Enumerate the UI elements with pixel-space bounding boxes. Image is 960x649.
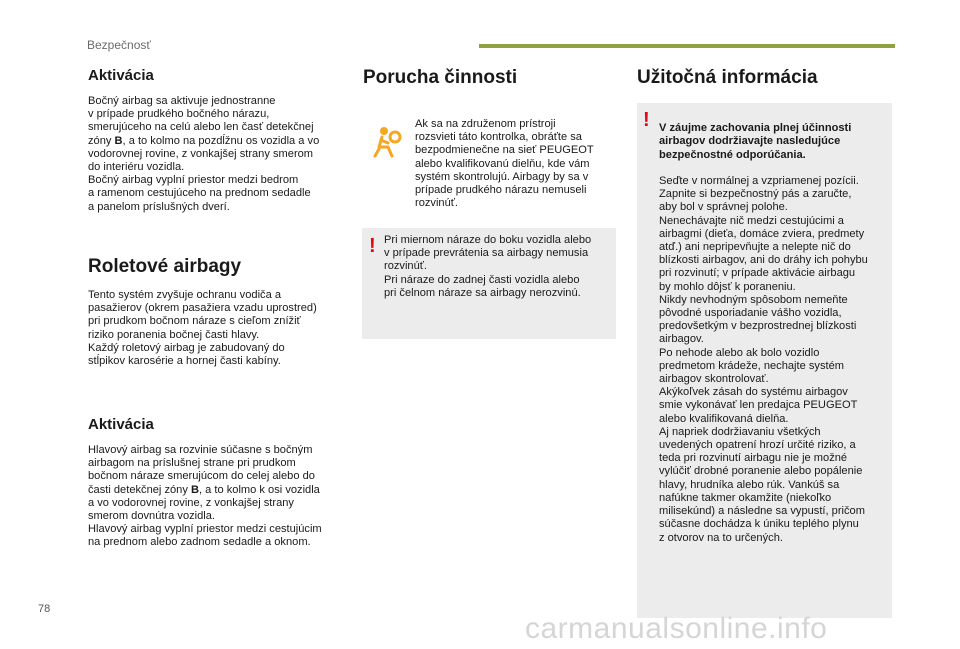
malfunction-note-text: Pri miernom náraze do boku vozidla alebo v prípade prevrátenia sa airbagy nemusia rozvinúť. Pri náraze do zadnej časti vozidla alebo pri čelnom náraze sa airbagy nerozvinú. (384, 234, 592, 299)
warning-icon: ! (369, 235, 376, 257)
airbag-warning-icon (368, 123, 406, 161)
header-rule (479, 44, 895, 48)
useful-info-bold-text: V záujme zachovania plnej účinnosti airbagov dodržiavajte nasledujúce bezpečnostné odporúčania. (659, 122, 852, 161)
activation-title-2: Aktivácia (88, 416, 154, 433)
useful-info-title: Užitočná informácia (637, 67, 818, 88)
activation-title-1: Aktivácia (88, 67, 154, 84)
malfunction-warning-text: Ak sa na združenom prístroji rozsvieti táto kontrolka, obráťte sa bezpodmienečne na sieť PEUGEOT alebo kvalifikovanú dielňu, kde vám systém skontrolujú. Airbagy by sa v prípade prudkého nárazu nemuseli rozvinúť. (415, 118, 594, 210)
curtain-airbags-text: Tento systém zvyšuje ochranu vodiča a pasažierov (okrem pasažiera vzadu uprostred) pri prudkom bočnom náraze s cieľom znížiť riziko poranenia bočnej časti hlavy. Každý roletový airbag je zabudovaný do stĺpikov karosérie a hornej časti kabíny. (88, 289, 317, 368)
watermark: carmanualsonline.info (525, 612, 828, 645)
warning-icon: ! (643, 109, 650, 131)
section-header: Bezpečnosť (87, 38, 151, 52)
activation-text-1: Bočný airbag sa aktivuje jednostranne v prípade prudkého bočného nárazu, smerujúceho na celú alebo len časť detekčnej zóny B, a to kolmo na pozdĺžnu os vozidla a vo vodorovnej rovine, z vonkajšej strany smerom do interiéru vozidla. Bočný airbag vyplní priestor medzi bedrom a ramenom cestujúceho na prednom sedadle a panelom príslušných dverí. (88, 95, 320, 213)
activation-text-2: Hlavový airbag sa rozvinie súčasne s bočným airbagom na príslušnej strane pri prudkom bočnom náraze smerujúcom do celej alebo do časti detekčnej zóny B, a to kolmo k osi vozidla a vo vodorovnej rovine, z vonkajšej strany smerom dovnútra vozidla. Hlavový airbag vyplní priestor medzi cestujúcim na prednom alebo zadnom sedadle a oknom. (88, 444, 322, 549)
curtain-airbags-title: Roletové airbagy (88, 256, 242, 277)
useful-info-text: Seďte v normálnej a vzpriamenej pozícii. Zapnite si bezpečnostný pás a zaručte, aby bol v správnej polohe. Nenechávajte nič medzi cestujúcimi a airbagmi (dieťa, domáce zviera, predmety atď.) ani nepripevňujte a nelepte nič do blízkosti airbagov, ani do dráhy ich pohybu pri rozvinutí; v prípade aktivácie airbagu by mohlo dôjsť k poraneniu. Nikdy nevhodným spôsobom nemeňte pôvodné usporiadanie vášho vozidla, predovšetkým v bezprostrednej blízkosti airbagov. Po nehode alebo ak bolo vozidlo predmetom krádeže, nechajte systém airbagov skontrolovať. Akýkoľvek zásah do systému airbagov smie vykonávať len predajca PEUGEOT alebo kvalifikovaná dielňa. Aj napriek dodržiavaniu všetkých uvedených opatrení hrozí určité riziko, a teda pri rozvinutí airbagu nie je možné vylúčiť drobné poranenie alebo popálenie hlavy, hrudníka alebo rúk. Vankúš sa nafúkne takmer okamžite (niekoľko milisekúnd) a následne sa vypustí, pričom súčasne dochádza k úniku teplého plynu z otvorov na to určených. (659, 175, 868, 544)
page-number: 78 (38, 603, 51, 615)
malfunction-title: Porucha činnosti (363, 67, 518, 88)
